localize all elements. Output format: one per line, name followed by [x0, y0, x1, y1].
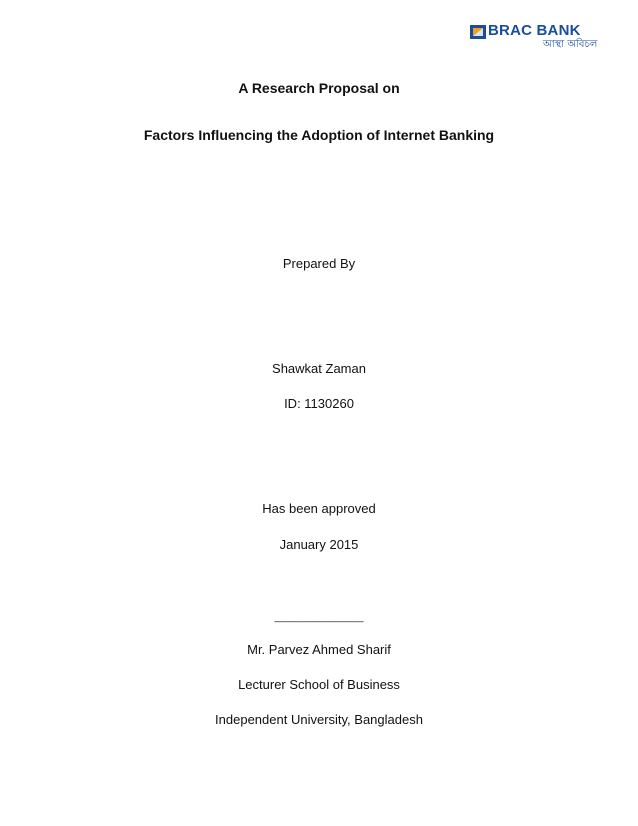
- supervisor-institution: Independent University, Bangladesh: [215, 712, 423, 727]
- brac-bank-logo: [470, 22, 602, 54]
- author-id: ID: 1130260: [284, 396, 354, 411]
- title-line-2: Factors Influencing the Adoption of Internet Banking: [143, 127, 495, 143]
- logo-wordmark: BRAC BANK: [488, 22, 581, 39]
- prepared-by-label: Prepared By: [282, 256, 356, 271]
- logo-tagline: আস্থা অবিচল: [543, 39, 598, 50]
- supervisor-position: Lecturer School of Business: [238, 677, 400, 692]
- author-name: Shawkat Zaman: [272, 361, 366, 376]
- supervisor-name: Mr. Parvez Ahmed Sharif: [247, 642, 391, 657]
- approval-date: January 2015: [279, 537, 359, 552]
- title-line-1: A Research Proposal on: [238, 80, 400, 96]
- signature-line: ________________: [274, 612, 364, 623]
- approval-status: Has been approved: [262, 501, 376, 516]
- brac-bank-emblem-icon: [470, 25, 486, 39]
